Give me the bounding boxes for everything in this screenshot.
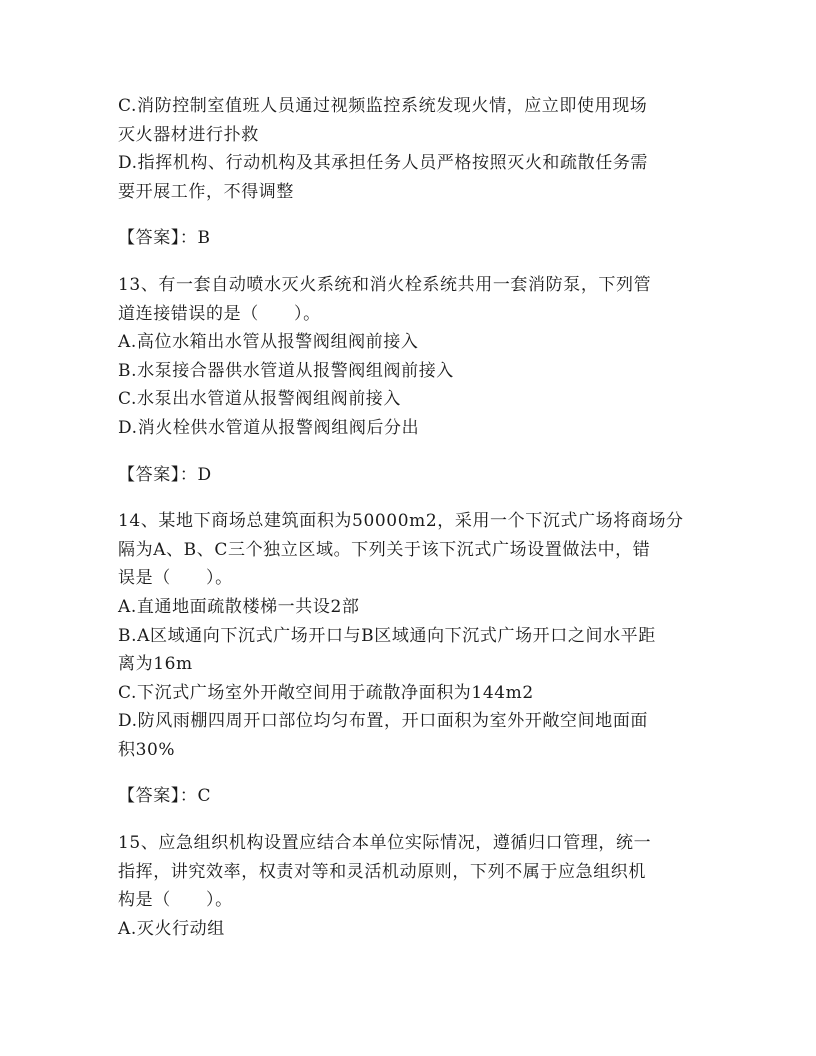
q12-answer: 【答案】：B: [118, 228, 211, 249]
q14-option-b-line-1: B.A区域通向下沉式广场开口与B区域通向下沉式广场开口之间水平距: [118, 625, 656, 646]
q13-stem-line-2: 道连接错误的是（ ）。: [118, 303, 321, 324]
q13-stem-line-1: 13、有一套自动喷水灭火系统和消火栓系统共用一套消防泵，下列管: [118, 274, 652, 295]
spacer: [118, 443, 708, 461]
spacer: [118, 253, 708, 271]
q13-option-d: D.消火栓供水管道从报警阀组阀后分出: [118, 417, 420, 438]
q14-stem-line-1: 14、某地下商场总建筑面积为50000m2，采用一个下沉式广场将商场分: [118, 511, 684, 532]
q13-option-c: C.水泵出水管道从报警阀组阀前接入: [118, 389, 402, 410]
q12-option-c-line-2: 灭火器材进行扑救: [118, 124, 259, 145]
q14-option-b-line-2: 离为16m: [118, 654, 193, 675]
spacer: [118, 811, 708, 829]
spacer: [118, 489, 708, 507]
q13-option-b: B.水泵接合器供水管道从报警阀组阀前接入: [118, 360, 454, 381]
q12-option-c-line-1: C.消防控制室值班人员通过视频监控系统发现火情，应立即使用现场: [118, 96, 648, 116]
q12-option-d-line-1: D.指挥机构、行动机构及其承担任务人员严格按照灭火和疏散任务需: [118, 153, 649, 174]
q14-option-d-line-1: D.防风雨棚四周开口部位均匀布置，开口面积为室外开敞空间地面面: [118, 711, 649, 732]
spacer: [118, 206, 708, 224]
q14-stem-line-2: 隔为A、B、C三个独立区域。下列关于该下沉式广场设置做法中，错: [118, 539, 651, 560]
q15-option-a: A.灭火行动组: [118, 918, 225, 939]
q15-stem-line-2: 指挥，讲究效率，权责对等和灵活机动原则，下列不属于应急组织机: [118, 861, 646, 882]
q14-option-d-line-2: 积30%: [118, 739, 176, 760]
q14-option-c: C.下沉式广场室外开敞空间用于疏散净面积为144m2: [118, 682, 534, 703]
q14-answer: 【答案】：C: [118, 786, 212, 807]
q12-option-d-line-2: 要开展工作，不得调整: [118, 181, 294, 202]
q15-stem-line-3: 构是（ ）。: [118, 890, 233, 911]
q13-option-a: A.高位水箱出水管从报警阀组阀前接入: [118, 332, 419, 353]
q15-stem-line-1: 15、应急组织机构设置应结合本单位实际情况，遵循归口管理，统一: [118, 833, 652, 854]
q14-stem-line-3: 误是（ ）。: [118, 568, 233, 589]
q13-answer: 【答案】：D: [118, 464, 212, 485]
spacer: [118, 764, 708, 782]
document-page: [118, 92, 708, 943]
q14-option-a: A.直通地面疏散楼梯一共设2部: [118, 596, 360, 617]
